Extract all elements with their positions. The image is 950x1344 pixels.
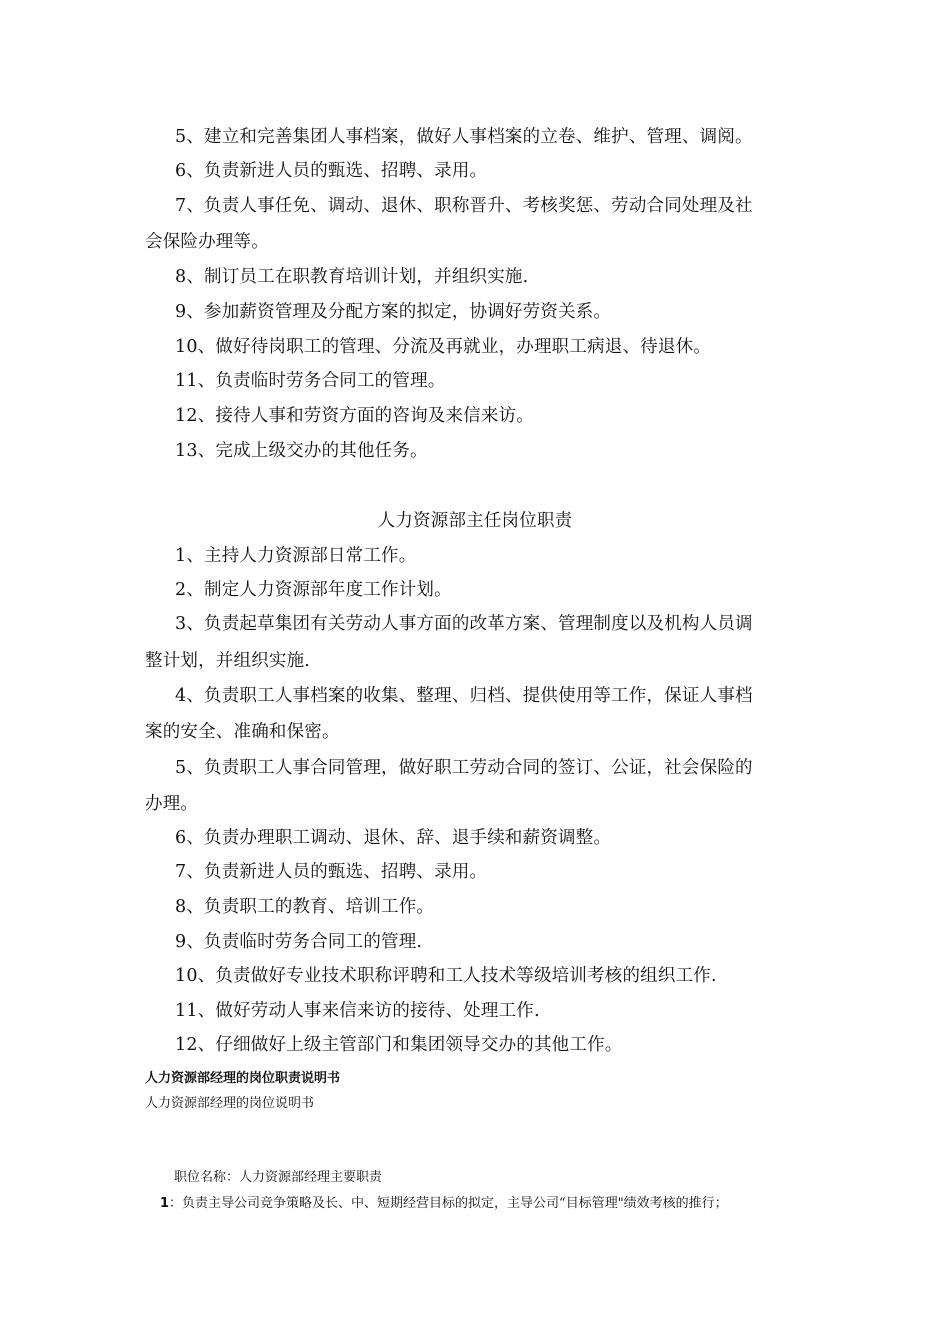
duty-item: 12、仔细做好上级主管部门和集团领导交办的其他工作。 [175,1035,623,1055]
duty-item: 7、负责人事任免、调动、退休、职称晋升、考核奖惩、劳动合同处理及社 [175,196,753,216]
duty-item-continuation: 整计划，并组织实施. [145,651,311,671]
duty-item-continuation: 案的安全、准确和保密。 [145,722,340,742]
item-number: 1 [160,1196,170,1211]
document-heading: 人力资源部经理的岗位职责说明书 [145,1071,341,1086]
duty-item: 4、负责职工人事档案的收集、整理、归档、提供使用等工作，保证人事档 [175,686,753,706]
duty-item: 8、负责职工的教育、培训工作。 [175,897,435,917]
duty-item: 7、负责新进人员的甄选、招聘、录用。 [175,862,488,882]
item-text: ：负责主导公司竞争策略及长、中、短期经营目标的拟定，主导公司“目标管理"绩效考核的推行； [169,1196,728,1211]
duty-item: 12、接待人事和劳资方面的咨询及来信来访。 [175,406,534,426]
duty-item: 3、负责起草集团有关劳动人事方面的改革方案、管理制度以及机构人员调 [175,614,753,634]
duty-item: 5、建立和完善集团人事档案，做好人事档案的立卷、维护、管理、调阅。 [175,127,753,147]
duty-item: 11、负责临时劳务合同工的管理。 [175,371,446,391]
document-subheading: 人力资源部经理的岗位说明书 [145,1096,315,1111]
duty-item: 5、负责职工人事合同管理，做好职工劳动合同的签订、公证，社会保险的 [175,758,753,778]
duty-item: 9、负责临时劳务合同工的管理. [175,932,423,952]
duty-item: 6、负责新进人员的甄选、招聘、录用。 [175,161,488,181]
duty-item: 6、负责办理职工调动、退休、辞、退手续和薪资调整。 [175,828,612,848]
position-name: 职位名称：人力资源部经理主要职责 [174,1170,383,1185]
duty-item: 2、制定人力资源部年度工作计划。 [175,580,452,600]
duty-item: 1、主持人力资源部日常工作。 [175,546,417,566]
duty-item: 10、做好待岗职工的管理、分流及再就业，办理职工病退、待退休。 [175,337,711,357]
duty-item-continuation: 办理。 [145,794,199,814]
duty-item: 8、制订员工在职教育培训计划，并组织实施. [175,267,529,287]
responsibility-item [160,1195,728,1213]
section-title: 人力资源部主任岗位职责 [377,511,573,531]
duty-item: 13、完成上级交办的其他任务。 [175,441,428,461]
duty-item: 10、负责做好专业技术职称评聘和工人技术等级培训考核的组织工作. [175,966,717,986]
duty-item: 11、做好劳动人事来信来访的接待、处理工作. [175,1001,540,1021]
duty-item-continuation: 会保险办理等。 [145,232,269,252]
duty-item: 9、参加薪资管理及分配方案的拟定，协调好劳资关系。 [175,302,612,322]
